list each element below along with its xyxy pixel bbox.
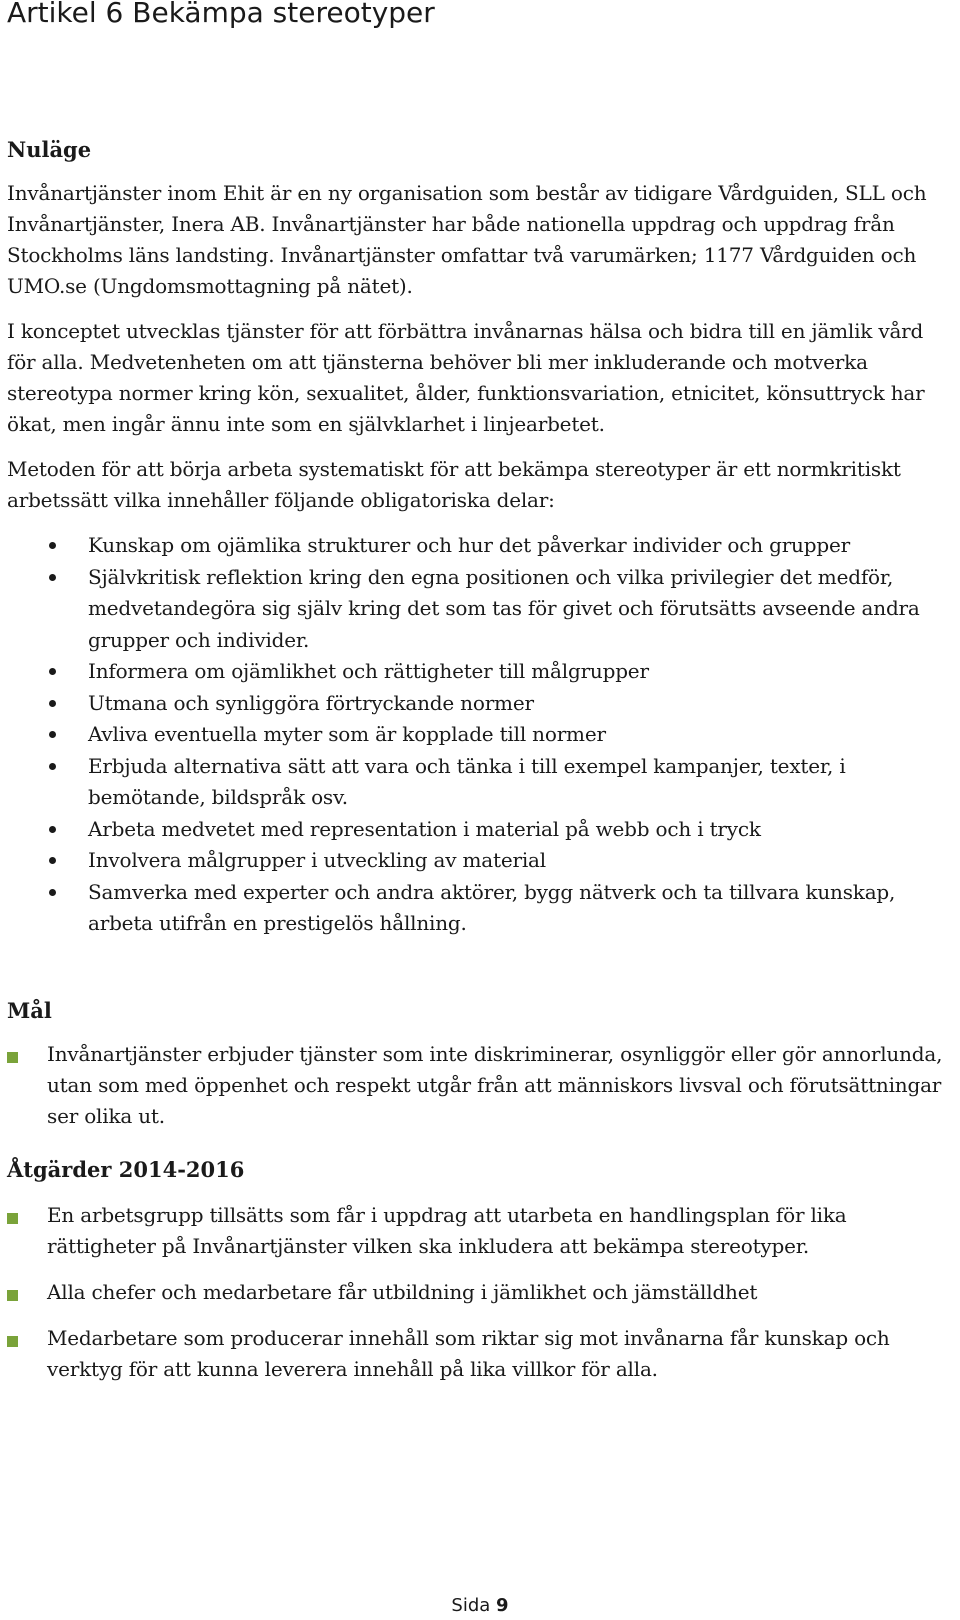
list-item: Alla chefer och medarbetare får utbildning i jämlikhet och jämställdhet [7,1277,953,1308]
bullet-dot-icon [49,763,56,770]
bullet-dot-icon [49,668,56,675]
list-item: En arbetsgrupp tillsätts som får i uppdrag att utarbeta en handlingsplan för lika rättigheter på Invånartjänster vilken ska inkludera att bekämpa stereotyper. [7,1200,953,1262]
method-list [7,530,953,940]
list-item: Erbjuda alternativa sätt att vara och tänka i till exempel kampanjer, texter, i bemötande, bildspråk osv. [7,751,953,814]
list-item: Kunskap om ojämlika strukturer och hur det påverkar individer och grupper [7,530,953,562]
list-item: Avliva eventuella myter som är kopplade till normer [7,719,953,751]
actions-list [7,1200,953,1385]
list-item: Informera om ojämlikhet och rättigheter till målgrupper [7,656,953,688]
heading-nulage: Nuläge [7,137,92,162]
document-page [7,0,953,1385]
heading-mal: Mål [7,997,52,1023]
list-item: Arbeta medvetet med representation i material på webb och i tryck [7,814,953,846]
square-bullet-icon [7,1213,18,1224]
paragraph-concept: I konceptet utvecklas tjänster för att förbättra invånarnas hälsa och bidra till en jämlik vård för alla. Medvetenheten om att tjänsterna behöver bli mer inkluderande och motverka stereotypa normer kring kön, sexualitet, ålder, funktionsvariation, etnicitet, könsuttryck har ökat, men ingår ännu inte som en självklarhet i linjearbetet. [7,319,925,436]
page-title: Artikel 6 Bekämpa stereotyper [7,0,435,29]
square-bullet-icon [7,1290,18,1301]
bullet-dot-icon [49,574,56,581]
bullet-dot-icon [49,731,56,738]
list-item: Samverka med experter och andra aktörer, bygg nätverk och ta tillvara kunskap, arbeta utifrån en prestigelös hållning. [7,877,953,940]
bullet-dot-icon [49,542,56,549]
list-item: Invånartjänster erbjuder tjänster som inte diskriminerar, osynliggör eller gör annorlunda, utan som med öppenhet och respekt utgår från att människors livsval och förutsättningar ser olika ut. [7,1039,953,1132]
paragraph-intro: Invånartjänster inom Ehit är en ny organisation som består av tidigare Vårdguiden, SLL och Invånartjänster, Inera AB. Invånartjänster har både nationella uppdrag och uppdrag från Stockholms läns landsting. Invånartjänster omfattar två varumärken; 1177 Vårdguiden och UMO.se (Ungdomsmottagning på nätet). [7,181,927,298]
page-number: 9 [496,1595,509,1616]
bullet-dot-icon [49,700,56,707]
square-bullet-icon [7,1052,18,1063]
bullet-dot-icon [49,826,56,833]
page-footer [0,1595,960,1616]
square-bullet-icon [7,1336,18,1347]
list-item: Utmana och synliggöra förtryckande normer [7,688,953,720]
list-item: Involvera målgrupper i utveckling av material [7,845,953,877]
footer-label: Sida [451,1595,491,1616]
bullet-dot-icon [49,857,56,864]
list-item: Medarbetare som producerar innehåll som riktar sig mot invånarna får kunskap och verktyg för att kunna leverera innehåll på lika villkor för alla. [7,1323,953,1385]
goal-list [7,1039,953,1132]
bullet-dot-icon [49,889,56,896]
heading-atgarder: Åtgärder 2014-2016 [7,1156,245,1182]
list-item: Självkritisk reflektion kring den egna positionen och vilka privilegier det medför, medvetandegöra sig själv kring det som tas för givet och förutsätts avseende andra grupper och individer. [7,562,953,657]
paragraph-method: Metoden för att börja arbeta systematiskt för att bekämpa stereotyper är ett normkritiskt arbetssätt vilka innehåller följande obligatoriska delar: [7,457,901,512]
